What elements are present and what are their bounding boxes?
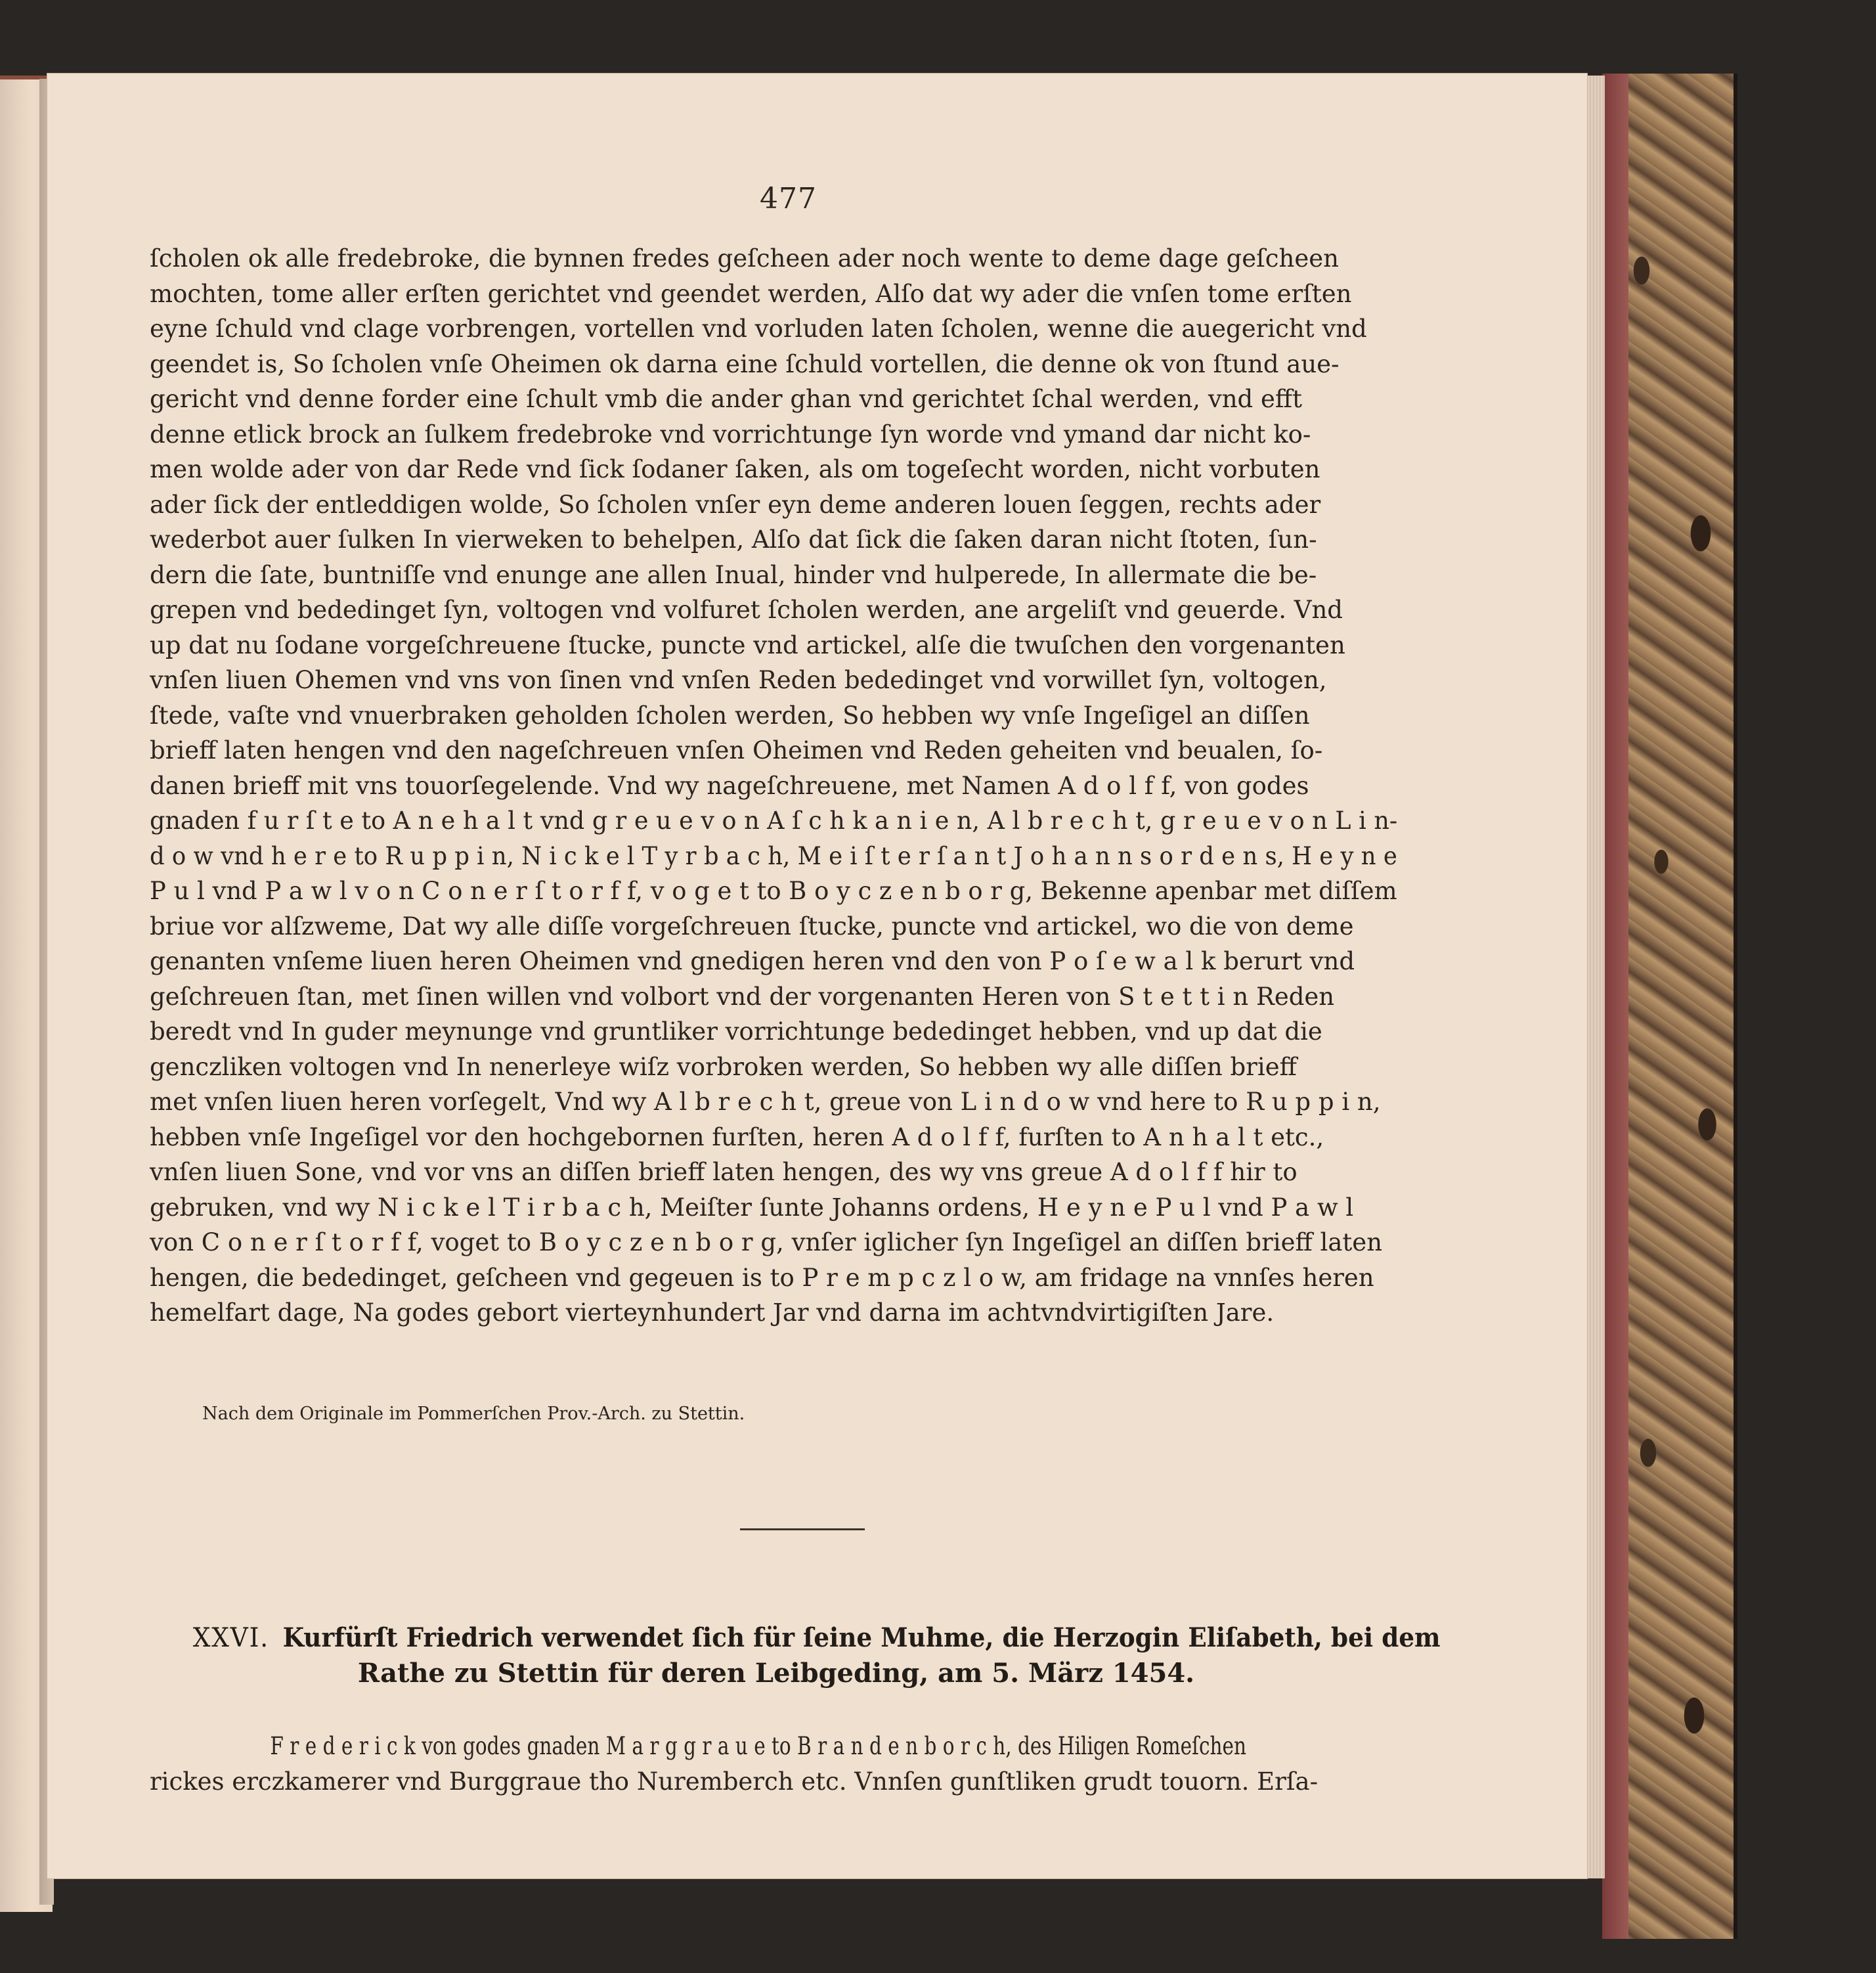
text-line: geſchreuen ſtan, met ſinen willen vnd volbort vnd der vorgenanten Heren von S t e t t i n Reden xyxy=(150,982,1335,1011)
document-numeral: XXVI. xyxy=(192,1623,269,1653)
text-line: ſcholen ok alle fredebroke, die bynnen fredes geſcheen ader noch wente to deme dage geſcheen xyxy=(150,244,1339,273)
text-line: P u l vnd P a w l v o n C o n e r ſ t o r f f, v o g e t to B o y c z e n b o r g, Bekenne apenbar met diſſem xyxy=(150,877,1397,905)
source-note: Nach dem Originale im Pommerſchen Prov.-Arch. zu Stettin. xyxy=(202,1404,745,1424)
text-line: met vnſen liuen heren vorſegelt, Vnd wy A l b r e c h t, greue von L i n d o w vnd here to R u p p i n, xyxy=(150,1088,1381,1116)
text-line: vnſen liuen Ohemen vnd vns von ſinen vnd vnſen Reden bededinget vnd vorwillet ſyn, voltogen, xyxy=(150,666,1327,694)
text-line: d o w vnd h e r e to R u p p i n, N i c k e l T y r b a c h, M e i ſ t e r ſ a n t J o h a n n s o r d e n s, H e y n e xyxy=(150,841,1397,870)
text-line: F r e d e r i c k von godes gnaden M a r g g r a u e to B r a n d e n b o r c h, des Hiligen Romeſchen xyxy=(270,1732,1247,1760)
heading-line-2: Rathe zu Stettin für deren Leibgeding, am 5. März 1454. xyxy=(357,1658,1195,1689)
text-line: gericht vnd denne forder eine ſchult vmb die ander ghan vnd gerichtet ſchal werden, vnd efft xyxy=(150,385,1303,413)
text-line: vnſen liuen Sone, vnd vor vns an diſſen brieff laten hengen, des wy vns greue A d o l f f hir to xyxy=(150,1158,1298,1186)
text-line: briue vor alſzweme, Dat wy alle diſſe vorgeſchreuen ſtucke, puncte vnd artickel, wo die von deme xyxy=(150,912,1354,941)
cover-leather-edge xyxy=(1602,74,1628,1939)
body-paragraph xyxy=(150,241,1397,1331)
text-line: mochten, tome aller erſten gerichtet vnd geendet werden, Alſo dat wy ader die vnſen tome erſten xyxy=(150,279,1352,308)
text-line: men wolde ader von dar Rede vnd ſick ſodaner ſaken, als om togeſecht worden, nicht vorbuten xyxy=(150,455,1320,483)
text-line: wederbot auer ſulken In vierweken to behelpen, Alſo dat ſick die ſaken daran nicht ſtoten, ſun- xyxy=(150,525,1317,554)
text-line: grepen vnd bededinget ſyn, voltogen vnd volfuret ſcholen werden, ane argeliſt vnd geuerde. Vnd xyxy=(150,596,1343,624)
text-line: gebruken, vnd wy N i c k e l T i r b a c h, Meiſter ſunte Johanns ordens, H e y n e P u l vnd P a w l xyxy=(150,1193,1354,1222)
book-page xyxy=(47,74,1587,1878)
text-line: hemelfart dage, Na godes gebort vierteynhundert Jar vnd darna im achtvndvirtigiſten Jare. xyxy=(150,1298,1275,1327)
letter-opening-paragraph xyxy=(150,1729,1397,1800)
text-line: genanten vnſeme liuen heren Oheimen vnd gnedigen heren vnd den von P o ſ e w a l k berurt vnd xyxy=(150,947,1355,975)
text-line: brieff laten hengen vnd den nageſchreuen vnſen Oheimen vnd Reden geheiten vnd beualen, ſo- xyxy=(150,736,1323,765)
text-line: danen brieff mit vns touorſegelende. Vnd wy nageſchreuene, met Namen A d o l f f, von godes xyxy=(150,771,1309,800)
text-line: up dat nu ſodane vorgeſchreuene ſtucke, puncte vnd artickel, alſe die twuſchen den vorgenanten xyxy=(150,631,1345,659)
text-line: rickes erczkamerer vnd Burggraue tho Nuremberch etc. Vnnſen gunſtliken grudt touorn. Erſa- xyxy=(150,1767,1319,1796)
text-line: denne etlick brock an ſulkem fredebroke vnd vorrichtunge ſyn worde vnd ymand dar nicht ko- xyxy=(150,420,1311,449)
text-line: genczliken voltogen vnd In nenerleye wiſz vorbroken werden, So hebben wy alle diſſen brieff xyxy=(150,1052,1297,1081)
text-line: beredt vnd In guder meynunge vnd gruntliker vorrichtunge bededinget hebben, vnd up dat die xyxy=(150,1017,1322,1046)
heading-line-1 xyxy=(192,1620,1441,1656)
text-line: ader ſick der entleddigen wolde, So ſcholen vnſer eyn deme anderen louen ſeggen, rechts ader xyxy=(150,490,1321,519)
text-line: von C o n e r ſ t o r f f, voget to B o y c z e n b o r g, vnſer iglicher ſyn Ingeſigel an diſſen brieff laten xyxy=(150,1228,1383,1256)
document-heading xyxy=(152,1620,1441,1691)
text-line: dern die ſate, buntniſſe vnd enunge ane allen Inual, hinder vnd hulperede, In allermate die be- xyxy=(150,560,1317,589)
heading-text-1: Kurfürſt Friedrich verwendet ſich für ſeine Muhme, die Herzogin Eliſabeth, bei dem xyxy=(282,1622,1441,1653)
text-line: hebben vnſe Ingeſigel vor den hochgebornen furſten, heren A d o l f f, furſten to A n h a l t etc., xyxy=(150,1122,1324,1151)
text-line: ſtede, vaſte vnd vnuerbraken geholden ſcholen werden, So hebben wy vnſe Ingeſigel an diſſen xyxy=(150,701,1310,730)
page-number: 477 xyxy=(760,182,817,215)
section-divider xyxy=(740,1528,865,1530)
text-line: eyne ſchuld vnd clage vorbrengen, vortellen vnd vorluden laten ſcholen, wenne die auegericht vnd xyxy=(150,315,1367,343)
text-line: hengen, die bededinget, geſcheen vnd gegeuen is to P r e m p c z l o w, am fridage na vnnſes heren xyxy=(150,1263,1374,1292)
text-line: gnaden f u r ſ t e to A n e h a l t vnd g r e u e v o n A ſ c h k a n i e n, A l b r e c h t, g r e u e v o n L i n- xyxy=(150,807,1398,835)
text-line: geendet is, So ſcholen vnſe Oheimen ok darna eine ſchuld vortellen, die denne ok von ſtund aue- xyxy=(150,349,1340,378)
